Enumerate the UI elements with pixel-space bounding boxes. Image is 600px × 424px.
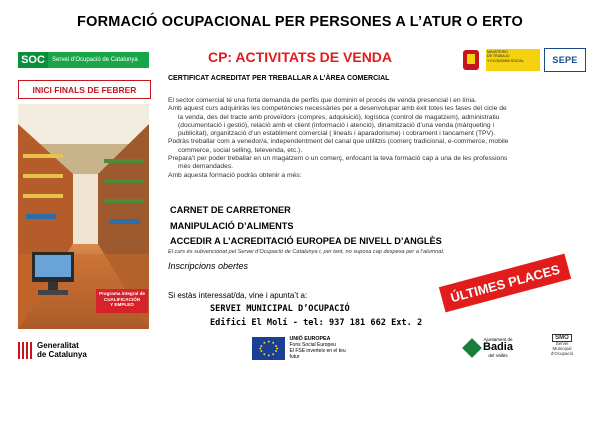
subsidy-note: El curs és subvencionat pel Servei d’Ocupació de Catalunya i, per tant, no suposa cap despesa per a l’alumnat.	[168, 249, 445, 255]
smo-line-2: Municipal	[552, 346, 572, 351]
ministerio-text	[486, 49, 540, 71]
description-p4a: Prepara’t per poder treballar en un magatzem o un comerç, enfocant la teva formació cap a una de les professions	[168, 155, 508, 163]
programa-label	[96, 291, 148, 308]
smo-line-1: Servei	[555, 341, 569, 346]
programa-line-2: CUALIFICACIÓN	[103, 296, 141, 302]
eu-flag-icon	[252, 337, 285, 360]
cert-item-manipulacio: MANIPULACIÓ D’ALIMENTS	[170, 220, 294, 231]
generalitat-line-2: de Catalunya	[37, 350, 87, 359]
ministerio-line-1: MINISTERIO	[487, 50, 508, 54]
badia-line-2: Badia	[483, 341, 513, 353]
soc-logo-tag: SOC	[18, 52, 48, 68]
description-p2c: (documentació i gestió), relació amb el client (informació i atenció), dinamització d’una venda (màrqueting i	[178, 121, 494, 129]
cert-item-carretoner: CARNET DE CARRETONER	[170, 205, 291, 215]
generalitat-bars-icon	[18, 342, 32, 359]
spain-crest-icon	[460, 47, 482, 73]
generalitat-line-1: Generalitat	[37, 341, 79, 350]
description-p3b: commerce, social selling, televenda, etc.).	[178, 146, 303, 154]
certificate-heading: CERTIFICAT ACREDITAT PER TREBALLAR A L’ÀREA COMERCIAL	[168, 75, 390, 82]
eu-line-3: El FSE inverteix en el teu futur	[289, 348, 346, 360]
generalitat-logo	[18, 341, 87, 359]
programa-line-1: Programa integral de	[99, 291, 145, 296]
badia-diamond-icon	[462, 338, 482, 358]
soc-logo	[18, 52, 149, 68]
last-places-stamp: ÚLTIMES PLACES	[439, 254, 571, 313]
smo-tag: SMO	[552, 334, 572, 342]
description-p2a: Amb aquest curs adquiriràs les competències necessàries per a desenvolupar amb èxit totes les fases del cicle de	[168, 105, 507, 113]
eu-line-2: Fons Social Europeu	[289, 342, 336, 348]
supermarket-photo	[18, 104, 149, 329]
description-p1: El sector comercial té una forta demanda de perfils que dominin el procés de venda presencial i en línia.	[168, 97, 477, 104]
smo-line-3: d’Ocupació	[550, 351, 574, 356]
description-p2b: la venda, des del tracte amb proveïdors (compres, adquisició), logística (control de magatzem), administratiu	[178, 113, 500, 121]
contact-info: Edifici El Molí - tel: 937 181 662 Ext. 2	[210, 318, 423, 328]
smo-logo	[542, 335, 582, 356]
interested-text: Si estàs interessat/da, vine i apunta’t a:	[168, 291, 308, 300]
certifications-list	[170, 203, 442, 250]
course-description	[168, 97, 583, 180]
ministerio-line-2: DE TRABAJO	[487, 54, 510, 59]
eu-logo	[252, 335, 356, 361]
ministerio-sepe-logo	[460, 46, 592, 74]
start-date-banner: INICI FINALS DE FEBRER	[18, 80, 151, 99]
badia-line-1: Ajuntament de	[483, 337, 513, 342]
course-title: CP: ACTIVITATS DE VENDA	[207, 49, 393, 65]
eu-line-1: UNIÓ EUROPEA	[289, 336, 331, 342]
badia-logo	[465, 337, 513, 358]
soc-logo-name: Servei d’Ocupació de Catalunya	[48, 52, 149, 68]
registration-open: Inscripcions obertes	[168, 261, 249, 271]
description-p2d: publicitat), organització d’un establiment comercial ( lineals i aparadorisme) i cobrament i tancament (TPV).	[178, 130, 496, 138]
service-name: SERVEI MUNICIPAL D’OCUPACIÓ	[210, 304, 350, 314]
programa-line-3: Y EMPLEO	[110, 302, 134, 308]
description-p5: Amb aquesta formació podràs obtenir a més:	[168, 171, 302, 179]
description-p3a: Podràs treballar com a venedor/a, independentment del canal que utilitzis (comerç tradicional, e-commerce, mobile	[168, 138, 509, 146]
ministerio-line-3: Y ECONOMÍA SOCIAL	[487, 58, 524, 63]
description-p4b: més demandades.	[178, 163, 234, 171]
page-title: FORMACIÓ OCUPACIONAL PER PERSONES A L’ATUR O ERTO	[77, 14, 523, 30]
badia-line-3: del Vallès	[488, 353, 508, 358]
sepe-logo: SEPE	[544, 48, 586, 72]
cert-item-angles: ACCEDIR A L’ACREDITACIÓ EUROPEA DE NIVELL D’ANGLÈS	[170, 236, 442, 246]
